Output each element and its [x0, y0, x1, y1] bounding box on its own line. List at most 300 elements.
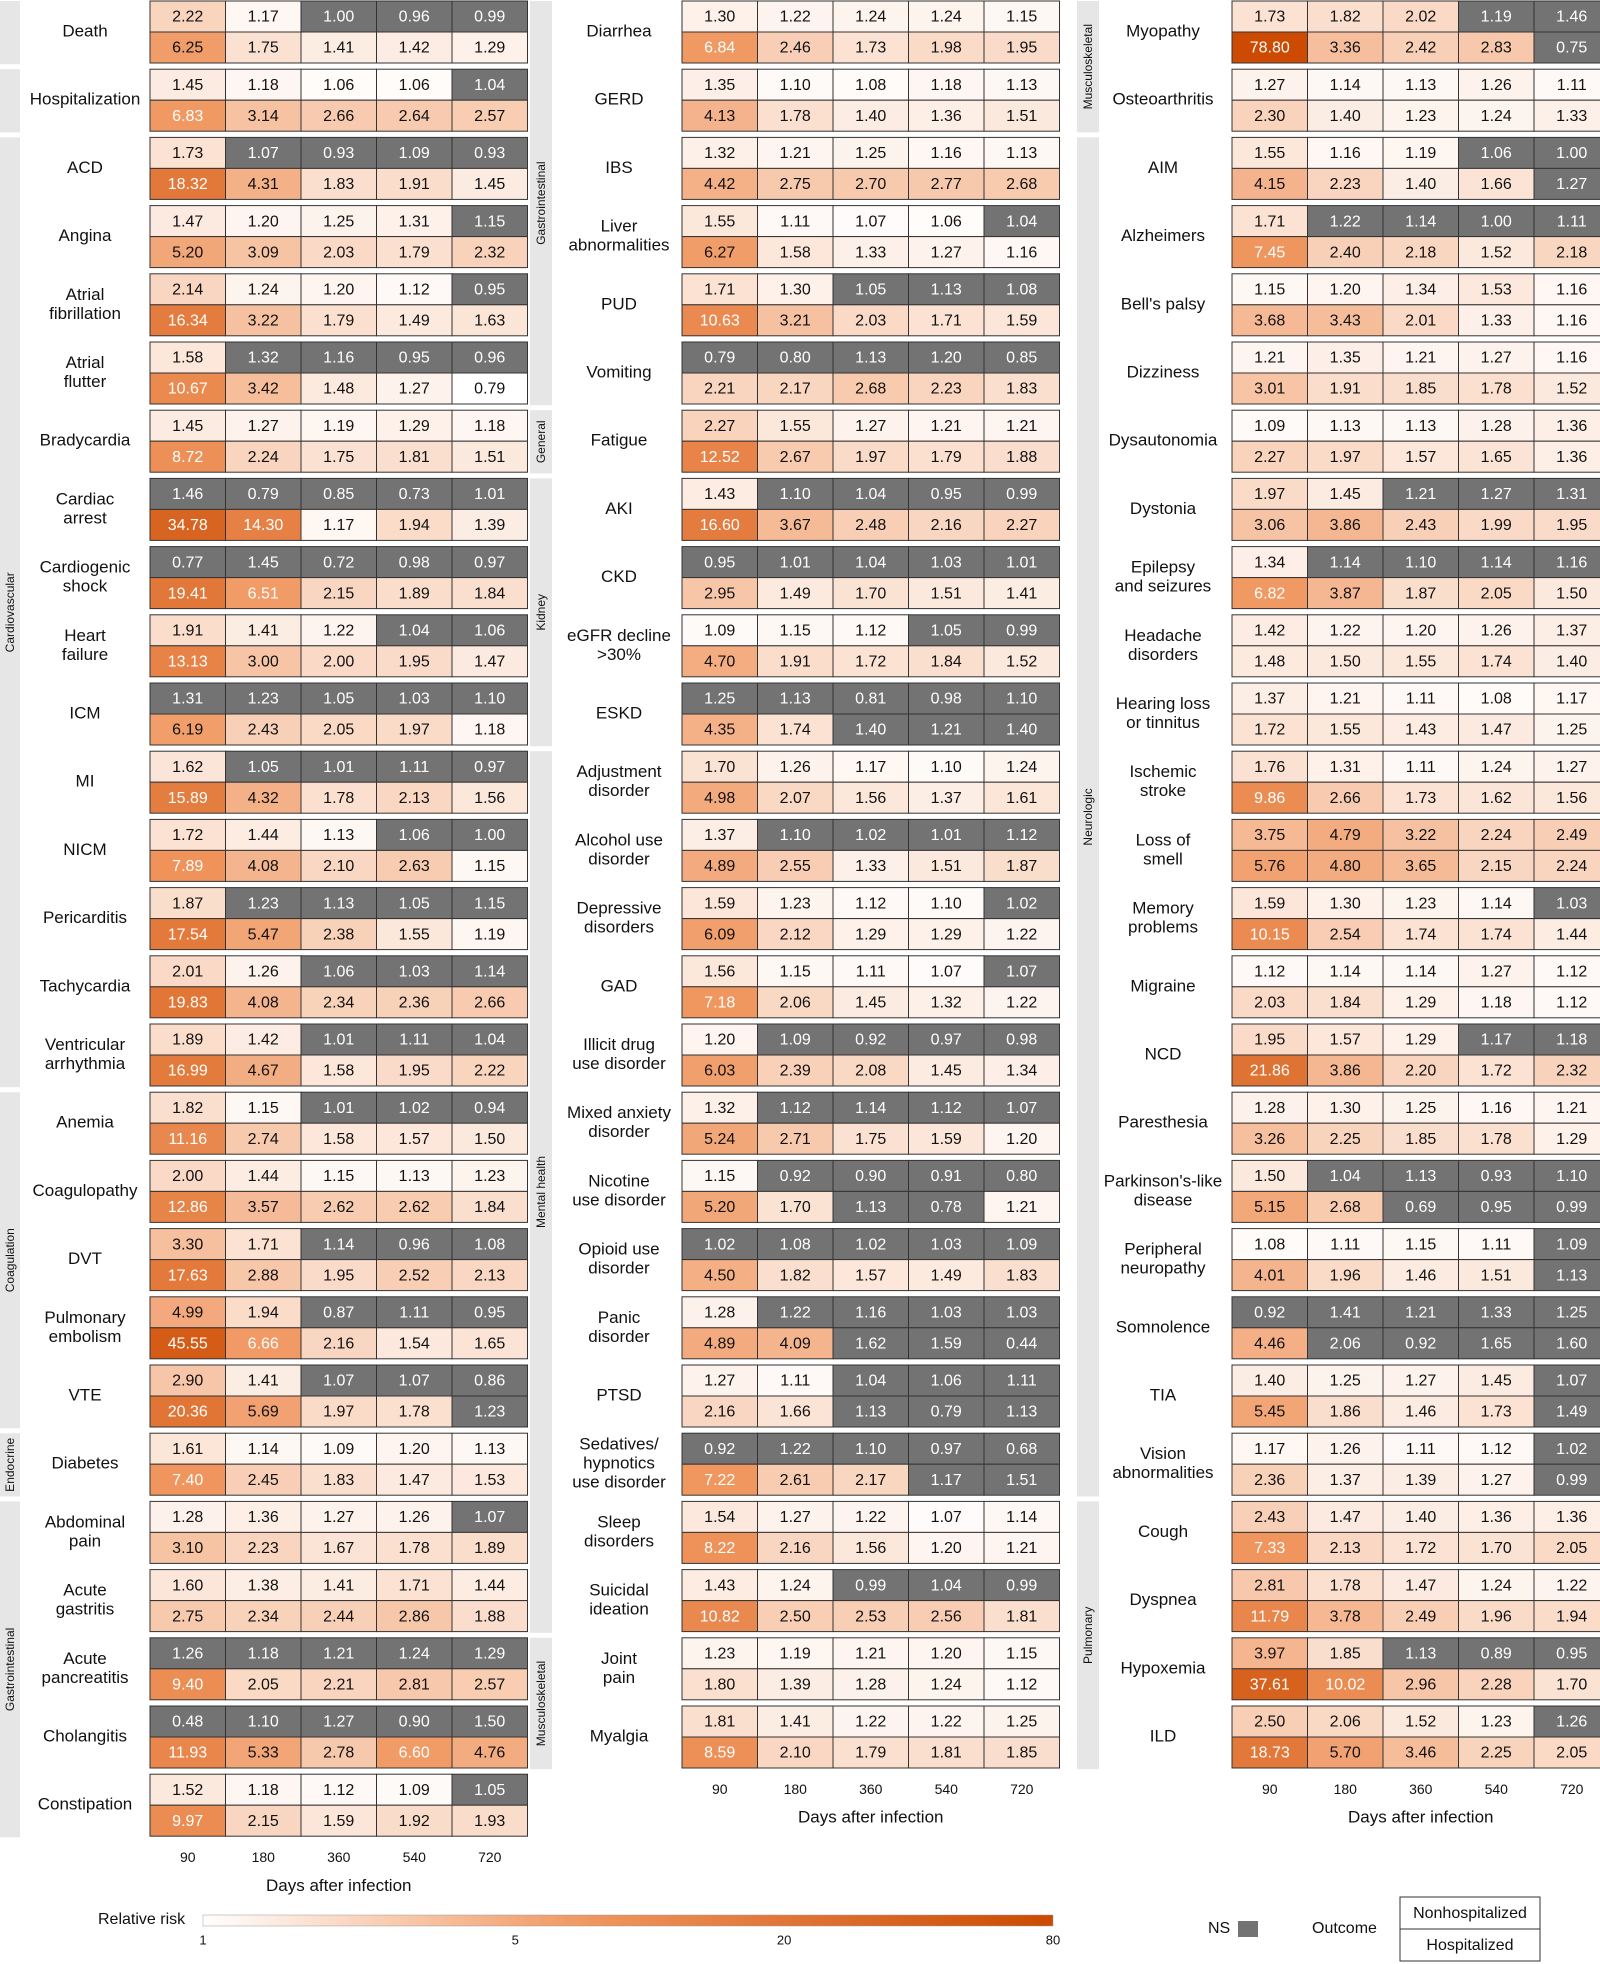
cell-value: 3.26 [1254, 1130, 1286, 1148]
cell-value: 1.21 [1006, 417, 1038, 435]
cell-value: 1.33 [855, 858, 887, 876]
cell-value: 1.60 [1556, 1335, 1588, 1353]
group-label: Musculoskeletal [534, 1660, 549, 1747]
cell-value: 1.11 [855, 963, 886, 981]
legend-tick-label: 80 [1045, 1932, 1061, 1948]
x-tick-label: 180 [251, 1849, 275, 1866]
cell-value: 4.50 [704, 1267, 736, 1285]
cell-value: 1.66 [1480, 176, 1512, 194]
outcome-label: Parkinson's-like [1103, 1171, 1223, 1191]
cell-value: 0.99 [1006, 486, 1038, 504]
cell-value: 2.12 [779, 926, 811, 944]
cell-value: 10.67 [167, 380, 208, 398]
cell-value: 0.68 [1006, 1440, 1038, 1458]
cell-value: 3.14 [247, 107, 279, 125]
cell-value: 1.21 [1329, 690, 1361, 708]
outcome-label: or tinnitus [1126, 712, 1200, 732]
cell-value: 1.08 [1254, 1236, 1286, 1254]
cell-value: 1.14 [1329, 554, 1361, 572]
cell-value: 1.16 [1329, 145, 1361, 163]
cell-value: 1.04 [855, 1372, 887, 1390]
cell-value: 1.12 [1006, 827, 1038, 845]
cell-value: 1.10 [779, 486, 811, 504]
cell-value: 1.15 [704, 1168, 736, 1186]
cell-value: 1.78 [1480, 380, 1512, 398]
cell-value: 1.06 [398, 827, 430, 845]
cell-value: 5.76 [1254, 858, 1286, 876]
ns-legend-label: NS [1208, 1920, 1231, 1938]
cell-value: 1.23 [1405, 107, 1437, 125]
cell-value: 1.17 [323, 517, 355, 535]
cell-value: 14.30 [243, 517, 284, 535]
cell-value: 1.71 [704, 281, 736, 299]
cell-value: 1.07 [930, 963, 962, 981]
cell-value: 1.04 [930, 1577, 962, 1595]
cell-value: 1.49 [930, 1267, 962, 1285]
group-label: Gastrointestinal [534, 161, 549, 245]
cell-value: 1.25 [1556, 1304, 1588, 1322]
cell-value: 1.51 [930, 585, 962, 603]
cell-value: 4.13 [704, 107, 736, 125]
cell-value: 1.10 [247, 1713, 279, 1731]
cell-value: 1.27 [1254, 76, 1286, 94]
cell-value: 2.88 [247, 1267, 279, 1285]
cell-value: 2.18 [1405, 244, 1437, 262]
cell-value: 1.15 [474, 858, 506, 876]
cell-value: 1.24 [1480, 1577, 1512, 1595]
cell-value: 0.92 [779, 1168, 811, 1186]
cell-value: 2.96 [1405, 1676, 1437, 1694]
cell-value: 1.26 [1556, 1713, 1588, 1731]
outcome-label: Pulmonary [44, 1307, 126, 1327]
cell-value: 2.77 [930, 176, 962, 194]
cell-value: 1.27 [930, 244, 962, 262]
cell-value: 0.95 [474, 281, 506, 299]
cell-value: 2.06 [779, 994, 811, 1012]
cell-value: 1.76 [1254, 758, 1286, 776]
group-strip [0, 69, 20, 132]
cell-value: 1.29 [474, 1645, 506, 1663]
cell-value: 1.18 [474, 417, 506, 435]
cell-value: 1.51 [1006, 1471, 1038, 1489]
cell-value: 1.87 [1405, 585, 1437, 603]
outcome-label: disorders [584, 1531, 654, 1551]
outcome-label: AKI [605, 498, 633, 518]
cell-value: 2.32 [1556, 1062, 1588, 1080]
cell-value: 0.86 [474, 1372, 506, 1390]
cell-value: 1.26 [398, 1509, 430, 1527]
cell-value: 1.88 [1006, 448, 1038, 466]
outcome-label: Sedatives/ [579, 1434, 659, 1454]
cell-value: 1.71 [247, 1236, 279, 1254]
cell-value: 1.27 [1480, 486, 1512, 504]
cell-value: 1.41 [247, 1372, 279, 1390]
cell-value: 2.14 [172, 281, 204, 299]
cell-value: 1.04 [398, 622, 430, 640]
cell-value: 9.97 [172, 1812, 204, 1830]
outcome-label: Illicit drug [583, 1034, 655, 1054]
cell-value: 4.98 [704, 789, 736, 807]
cell-value: 3.57 [247, 1199, 279, 1217]
cell-value: 0.48 [172, 1713, 204, 1731]
cell-value: 1.70 [1480, 1540, 1512, 1558]
cell-value: 0.97 [930, 1031, 962, 1049]
cell-value: 1.24 [1480, 758, 1512, 776]
cell-value: 2.16 [930, 517, 962, 535]
legend-title: Relative risk [98, 1911, 186, 1929]
cell-value: 1.22 [855, 1509, 887, 1527]
cell-value: 1.15 [474, 895, 506, 913]
cell-value: 7.33 [1254, 1540, 1286, 1558]
outcome-label: disorder [588, 781, 650, 801]
cell-value: 1.59 [930, 1335, 962, 1353]
cell-value: 0.89 [1480, 1645, 1512, 1663]
cell-value: 4.15 [1254, 176, 1286, 194]
cell-value: 1.22 [930, 1713, 962, 1731]
cell-value: 1.21 [1405, 349, 1437, 367]
cell-value: 1.91 [398, 176, 430, 194]
outcome-label: problems [1128, 917, 1198, 937]
cell-value: 5.24 [704, 1130, 736, 1148]
cell-value: 1.55 [779, 417, 811, 435]
cell-value: 1.24 [855, 8, 887, 26]
cell-value: 0.77 [172, 554, 204, 572]
cell-value: 2.05 [247, 1676, 279, 1694]
cell-value: 18.73 [1249, 1744, 1290, 1762]
cell-value: 1.75 [323, 448, 355, 466]
cell-value: 0.85 [323, 486, 355, 504]
cell-value: 4.89 [704, 858, 736, 876]
cell-value: 1.04 [855, 554, 887, 572]
cell-value: 1.30 [704, 8, 736, 26]
cell-value: 1.23 [474, 1168, 506, 1186]
cell-value: 1.47 [398, 1471, 430, 1489]
cell-value: 1.03 [398, 690, 430, 708]
cell-value: 2.43 [1254, 1509, 1286, 1527]
cell-value: 2.08 [855, 1062, 887, 1080]
cell-value: 1.88 [474, 1608, 506, 1626]
cell-value: 4.80 [1329, 858, 1361, 876]
group-label: Musculoskeletal [1081, 24, 1096, 110]
cell-value: 1.08 [1006, 281, 1038, 299]
cell-value: 1.12 [930, 1099, 962, 1117]
outcome-label: Alzheimers [1120, 226, 1206, 246]
cell-value: 1.24 [1006, 758, 1038, 776]
cell-value: 1.70 [855, 585, 887, 603]
outcome-label: gastritis [55, 1599, 115, 1619]
cell-value: 2.90 [172, 1372, 204, 1390]
outcome-label: Loss of [1135, 830, 1191, 850]
cell-value: 1.81 [1006, 1608, 1038, 1626]
outcome-label: ICM [69, 703, 101, 723]
cell-value: 1.72 [1405, 1540, 1437, 1558]
cell-value: 3.06 [1254, 517, 1286, 535]
cell-value: 1.21 [930, 417, 962, 435]
cell-value: 1.23 [779, 895, 811, 913]
cell-value: 1.31 [172, 690, 204, 708]
cell-value: 1.48 [1254, 653, 1286, 671]
cell-value: 4.31 [247, 176, 279, 194]
cell-value: 0.79 [247, 486, 279, 504]
cell-value: 1.51 [474, 448, 506, 466]
cell-value: 3.87 [1329, 585, 1361, 603]
cell-value: 0.93 [323, 145, 355, 163]
cell-value: 1.29 [855, 926, 887, 944]
outcome-label: Abdominal [44, 1512, 126, 1532]
outcome-label: GERD [594, 89, 644, 109]
cell-value: 1.06 [398, 76, 430, 94]
cell-value: 1.87 [1006, 858, 1038, 876]
cell-value: 2.49 [1556, 827, 1588, 845]
cell-value: 1.79 [398, 244, 430, 262]
cell-value: 2.62 [398, 1199, 430, 1217]
cell-value: 2.32 [474, 244, 506, 262]
cell-value: 1.22 [779, 1304, 811, 1322]
cell-value: 1.20 [1006, 1130, 1038, 1148]
cell-value: 2.42 [1405, 39, 1437, 57]
cell-value: 1.16 [1556, 281, 1588, 299]
cell-value: 4.76 [474, 1744, 506, 1762]
cell-value: 0.98 [398, 554, 430, 572]
cell-value: 1.21 [323, 1645, 355, 1663]
cell-value: 1.98 [930, 39, 962, 57]
cell-value: 0.85 [1006, 349, 1038, 367]
cell-value: 1.73 [1254, 8, 1286, 26]
cell-value: 7.40 [172, 1471, 204, 1489]
cell-value: 1.24 [1480, 107, 1512, 125]
cell-value: 1.82 [779, 1267, 811, 1285]
outcome-label: MI [75, 771, 95, 791]
cell-value: 1.27 [1480, 349, 1512, 367]
cell-value: 1.53 [1480, 281, 1512, 299]
cell-value: 1.59 [930, 1130, 962, 1148]
cell-value: 1.50 [1556, 585, 1588, 603]
cell-value: 1.22 [1329, 622, 1361, 640]
cell-value: 1.07 [323, 1372, 355, 1390]
cell-value: 1.97 [398, 721, 430, 739]
cell-value: 1.50 [474, 1130, 506, 1148]
cell-value: 19.83 [167, 994, 208, 1012]
cell-value: 1.02 [398, 1099, 430, 1117]
cell-value: 1.56 [1556, 789, 1588, 807]
outcome-label: Diarrhea [586, 21, 652, 41]
cell-value: 1.27 [247, 417, 279, 435]
ns-legend-swatch [1238, 1921, 1258, 1937]
outcome-label: Depressive [576, 898, 662, 918]
cell-value: 0.90 [398, 1713, 430, 1731]
cell-value: 1.56 [474, 789, 506, 807]
cell-value: 1.10 [930, 758, 962, 776]
cell-value: 1.14 [1405, 213, 1437, 231]
outcome-label: Alcohol use [575, 830, 663, 850]
cell-value: 4.01 [1254, 1267, 1286, 1285]
cell-value: 6.25 [172, 39, 204, 57]
cell-value: 0.79 [930, 1403, 962, 1421]
cell-value: 1.33 [1480, 312, 1512, 330]
cell-value: 1.18 [1556, 1031, 1588, 1049]
cell-value: 0.95 [930, 486, 962, 504]
cell-value: 2.21 [323, 1676, 355, 1694]
cell-value: 1.58 [323, 1062, 355, 1080]
cell-value: 1.09 [779, 1031, 811, 1049]
cell-value: 1.16 [930, 145, 962, 163]
cell-value: 1.19 [323, 417, 355, 435]
x-tick-label: 180 [1333, 1780, 1357, 1797]
cell-value: 2.57 [474, 107, 506, 125]
cell-value: 2.23 [930, 380, 962, 398]
cell-value: 1.82 [172, 1099, 204, 1117]
cell-value: 1.04 [1329, 1168, 1361, 1186]
cell-value: 2.66 [474, 994, 506, 1012]
cell-value: 6.51 [247, 585, 279, 603]
cell-value: 1.40 [1405, 176, 1437, 194]
cell-value: 2.24 [247, 448, 279, 466]
cell-value: 1.71 [398, 1577, 430, 1595]
cell-value: 1.41 [323, 1577, 355, 1595]
cell-value: 0.69 [1405, 1199, 1437, 1217]
outcome-label: disorders [584, 917, 654, 937]
outcome-label: and seizures [1114, 576, 1212, 596]
cell-value: 0.92 [704, 1440, 736, 1458]
cell-value: 5.47 [247, 926, 279, 944]
cell-value: 1.00 [1480, 213, 1512, 231]
cell-value: 1.72 [1480, 1062, 1512, 1080]
cell-value: 1.24 [930, 8, 962, 26]
cell-value: 2.15 [323, 585, 355, 603]
cell-value: 1.11 [1405, 758, 1436, 776]
cell-value: 1.05 [398, 895, 430, 913]
cell-value: 1.33 [855, 244, 887, 262]
cell-value: 1.56 [855, 789, 887, 807]
cell-value: 1.29 [1405, 1031, 1437, 1049]
cell-value: 1.44 [247, 827, 279, 845]
x-tick-label: 360 [859, 1780, 883, 1797]
cell-value: 1.13 [398, 1168, 430, 1186]
cell-value: 1.04 [855, 486, 887, 504]
cell-value: 1.43 [704, 486, 736, 504]
cell-value: 1.08 [474, 1236, 506, 1254]
cell-value: 1.10 [1405, 554, 1437, 572]
cell-value: 1.87 [172, 895, 204, 913]
outcome-label: Bradycardia [39, 430, 131, 450]
cell-value: 1.78 [1480, 1130, 1512, 1148]
cell-value: 1.47 [1480, 721, 1512, 739]
cell-value: 1.57 [855, 1267, 887, 1285]
cell-value: 12.52 [699, 448, 740, 466]
cell-value: 1.96 [1480, 1608, 1512, 1626]
cell-value: 1.91 [172, 622, 204, 640]
cell-value: 1.11 [1330, 1236, 1361, 1254]
cell-value: 0.95 [398, 349, 430, 367]
group-label: Mental health [534, 1155, 549, 1229]
cell-value: 1.02 [855, 1236, 887, 1254]
x-axis-title: Days after infection [797, 1807, 944, 1827]
cell-value: 1.29 [398, 417, 430, 435]
cell-value: 1.23 [247, 895, 279, 913]
cell-value: 1.13 [474, 1440, 506, 1458]
cell-value: 1.16 [1006, 244, 1038, 262]
cell-value: 3.86 [1329, 1062, 1361, 1080]
cell-value: 0.99 [1006, 622, 1038, 640]
cell-value: 1.40 [1556, 653, 1588, 671]
outcome-label: Liver [600, 216, 638, 236]
cell-value: 3.10 [172, 1540, 204, 1558]
outcome-label: NCD [1144, 1044, 1182, 1064]
cell-value: 1.18 [1480, 994, 1512, 1012]
cell-value: 0.99 [474, 8, 506, 26]
cell-value: 1.70 [704, 758, 736, 776]
cell-value: 2.68 [1006, 176, 1038, 194]
outcome-label: Ischemic [1129, 762, 1197, 782]
cell-value: 3.36 [1329, 39, 1361, 57]
cell-value: 3.46 [1405, 1744, 1437, 1762]
cell-value: 1.05 [323, 690, 355, 708]
outcome-label: PUD [601, 294, 637, 314]
outcome-label: Angina [58, 226, 112, 246]
cell-value: 1.62 [855, 1335, 887, 1353]
cell-value: 1.11 [399, 758, 430, 776]
cell-value: 1.08 [779, 1236, 811, 1254]
cell-value: 1.49 [398, 312, 430, 330]
cell-value: 0.95 [1556, 1645, 1588, 1663]
outcome-label: AIM [1147, 157, 1179, 177]
cell-value: 1.15 [1006, 1645, 1038, 1663]
cell-value: 2.18 [1556, 244, 1588, 262]
cell-value: 1.39 [779, 1676, 811, 1694]
outcome-label: ILD [1149, 1726, 1177, 1746]
cell-value: 1.83 [323, 1471, 355, 1489]
cell-value: 6.66 [247, 1335, 279, 1353]
cell-value: 1.26 [1480, 76, 1512, 94]
x-tick-label: 540 [934, 1780, 958, 1797]
cell-value: 1.95 [398, 653, 430, 671]
cell-value: 1.12 [1480, 1440, 1512, 1458]
cell-value: 1.94 [1556, 1608, 1588, 1626]
cell-value: 1.62 [172, 758, 204, 776]
group-label: Neurologic [1081, 788, 1096, 846]
cell-value: 1.36 [1556, 448, 1588, 466]
cell-value: 2.02 [1405, 8, 1437, 26]
cell-value: 1.51 [1006, 107, 1038, 125]
cell-value: 1.16 [323, 349, 355, 367]
cell-value: 1.40 [855, 721, 887, 739]
outcome-label: Dyspnea [1129, 1590, 1197, 1610]
cell-value: 2.10 [779, 1744, 811, 1762]
cell-value: 5.69 [247, 1403, 279, 1421]
cell-value: 1.56 [704, 963, 736, 981]
cell-value: 1.11 [1006, 1372, 1037, 1390]
outcome-label: disease [1133, 1190, 1193, 1210]
cell-value: 2.07 [779, 789, 811, 807]
cell-value: 1.12 [1254, 963, 1286, 981]
cell-value: 5.20 [704, 1199, 736, 1217]
cell-value: 1.11 [1481, 1236, 1512, 1254]
outcome-label: Acute [63, 1580, 107, 1600]
cell-value: 1.22 [1006, 994, 1038, 1012]
cell-value: 1.89 [474, 1540, 506, 1558]
cell-value: 0.87 [323, 1304, 355, 1322]
cell-value: 2.06 [1329, 1713, 1361, 1731]
cell-value: 1.37 [1556, 622, 1588, 640]
outcome-label: Nicotine [588, 1171, 650, 1191]
outcome-label: TIA [1149, 1385, 1177, 1405]
cell-value: 1.02 [855, 827, 887, 845]
cell-value: 1.04 [1006, 213, 1038, 231]
cell-value: 1.13 [855, 1199, 887, 1217]
cell-value: 1.28 [855, 1676, 887, 1694]
cell-value: 1.13 [779, 690, 811, 708]
cell-value: 1.78 [323, 789, 355, 807]
